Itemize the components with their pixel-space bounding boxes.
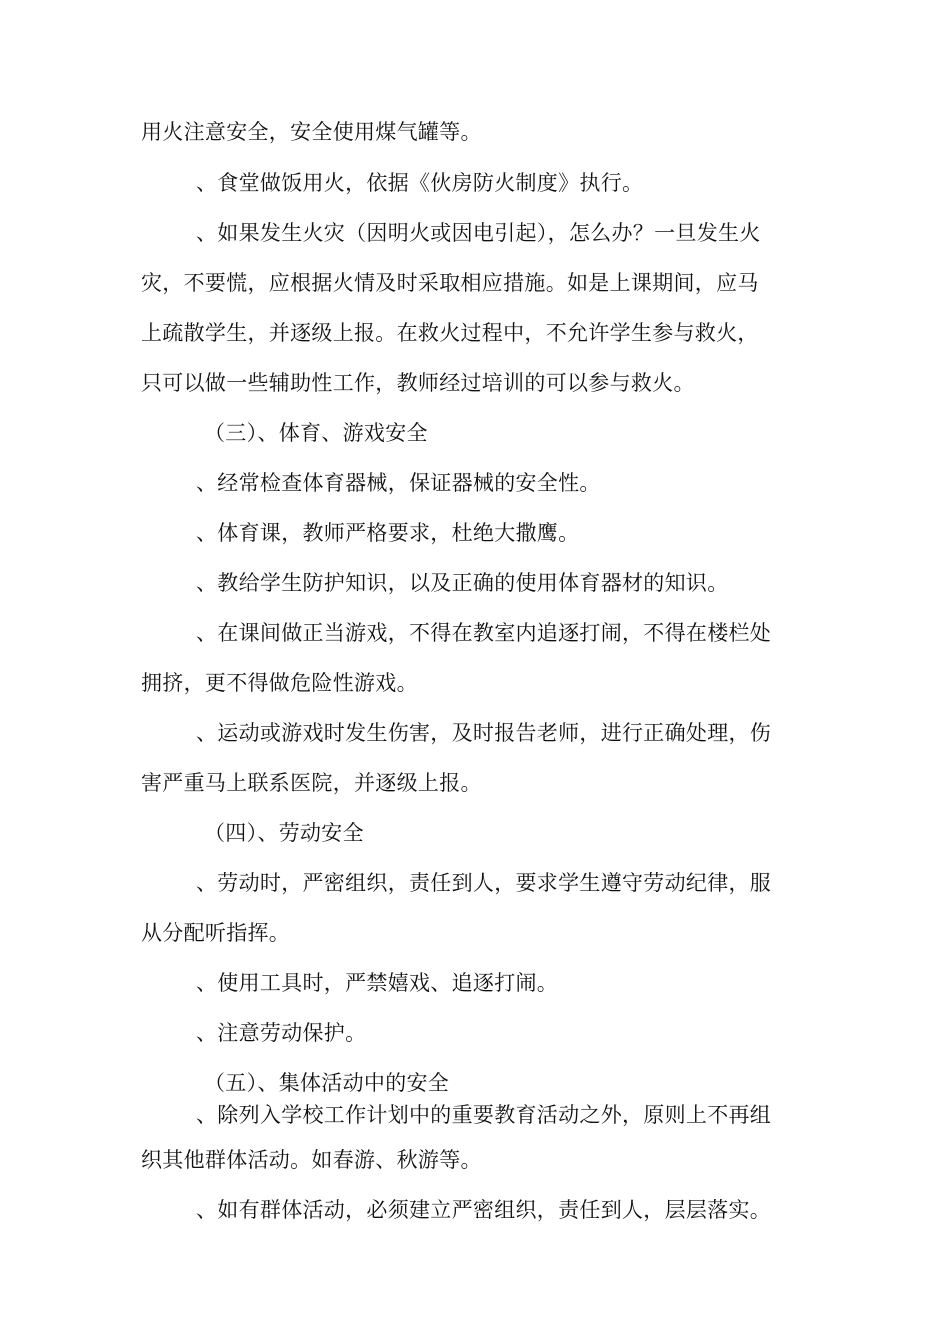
text-line-8: 、经常检查体育器械，保证器械的安全性。 [196, 471, 601, 495]
text-line-3: 、如果发生火灾（因明火或因电引起），怎么办？一旦发生火 [196, 221, 761, 245]
text-line-16: 、劳动时，严密组织，责任到人，要求学生遵守劳动纪律，服 [196, 871, 772, 895]
text-line-13: 、运动或游戏时发生伤害，及时报告老师，进行正确处理，伤 [196, 721, 772, 745]
text-line-14: 害严重马上联系医院，并逐级上报。 [141, 771, 482, 795]
text-line-5: 上疏散学生，并逐级上报。在救火过程中，不允许学生参与救火， [141, 321, 759, 345]
text-line-2: 、食堂做饭用火，依据《伙房防火制度》执行。 [196, 171, 644, 195]
text-line-18: 、使用工具时，严禁嬉戏、追逐打闹。 [196, 971, 559, 995]
section-heading-3: （三）、体育、游戏安全 [204, 421, 428, 445]
section-heading-4: （四）、劳动安全 [204, 821, 364, 845]
text-line-17: 从分配听指挥。 [141, 921, 291, 945]
text-line-22: 织其他群体活动。如春游、秋游等。 [141, 1148, 482, 1172]
text-line-11: 、在课间做正当游戏，不得在教室内追逐打闹，不得在楼栏处 [196, 621, 772, 645]
text-line-4: 灾，不要慌，应根据火情及时采取相应措施。如是上课期间，应马 [141, 271, 759, 295]
text-line-21: 、除列入学校工作计划中的重要教育活动之外，原则上不再组 [196, 1103, 772, 1127]
text-line-23: 、如有群体活动，必须建立严密组织，责任到人，层层落实。 [196, 1198, 772, 1222]
text-line-6: 只可以做一些辅助性工作，教师经过培训的可以参与救火。 [141, 371, 695, 395]
section-heading-5: （五）、集体活动中的安全 [204, 1071, 450, 1095]
text-line-10: 、教给学生防护知识，以及正确的使用体育器材的知识。 [196, 571, 729, 595]
text-line-1: 用火注意安全，安全使用煤气罐等。 [141, 120, 482, 144]
text-line-12: 拥挤，更不得做危险性游戏。 [141, 671, 418, 695]
text-line-19: 、注意劳动保护。 [196, 1021, 367, 1045]
text-line-9: 、体育课，教师严格要求，杜绝大撒鹰。 [196, 521, 580, 545]
